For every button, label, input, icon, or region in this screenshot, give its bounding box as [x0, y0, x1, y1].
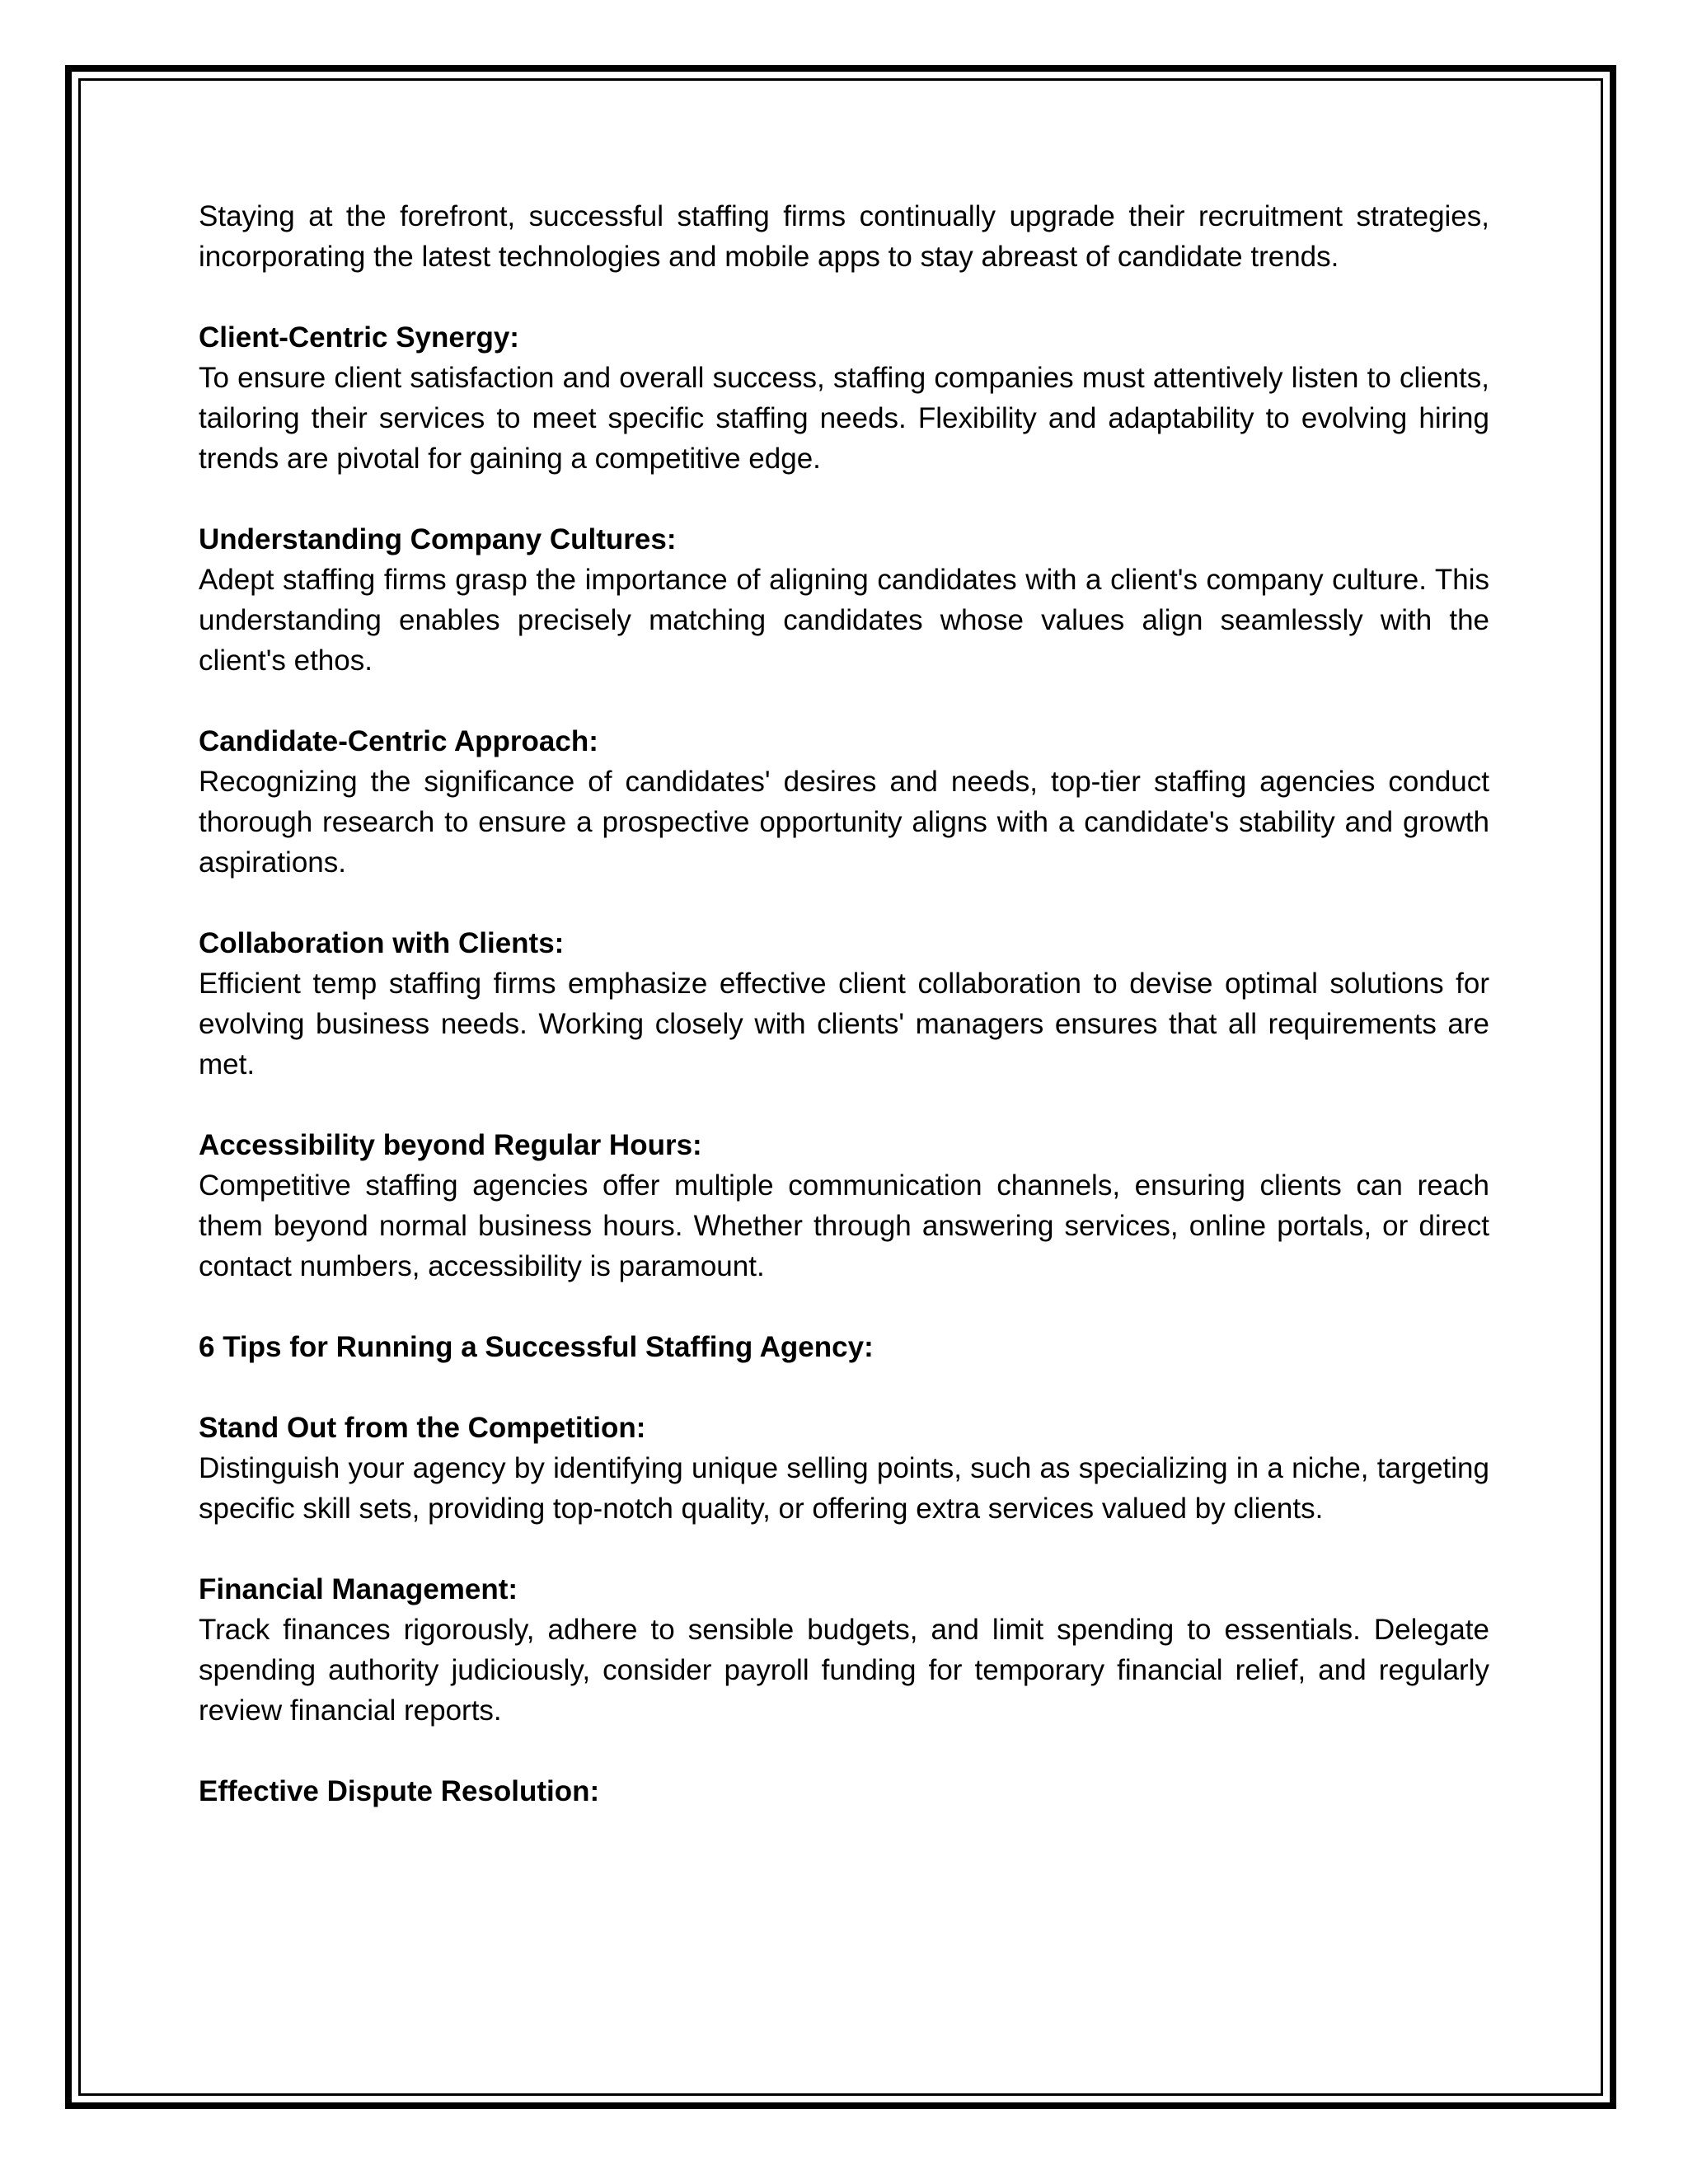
- last-heading: Effective Dispute Resolution:: [199, 1775, 600, 1807]
- tip-heading: Stand Out from the Competition:: [199, 1412, 646, 1444]
- section-body: Adept staffing firms grasp the importance of aligning candidates with a client's company culture. This understanding enables precisely matching candidates whose values align seamlessly with the client's ethos.: [199, 564, 1489, 677]
- section-client-centric-synergy: [199, 317, 1489, 479]
- section-body: To ensure client satisfaction and overall success, staffing companies must attentively listen to clients, tailoring their services to meet specific staffing needs. Flexibility and adaptability to evolving hiring trends are pivotal for gaining a competitive edge.: [199, 362, 1489, 475]
- section-collaboration-with-clients: [199, 923, 1489, 1085]
- section-heading: Collaboration with Clients:: [199, 927, 565, 959]
- intro-paragraph: Staying at the forefront, successful staffing firms continually upgrade their recruitment strategies, incorporating the latest technologies and mobile apps to stay abreast of candidate trends.: [199, 200, 1489, 273]
- tip-stand-out: [199, 1408, 1489, 1529]
- tip-body: Distinguish your agency by identifying unique selling points, such as specializing in a niche, targeting specific skill sets, providing top-notch quality, or offering extra services valued by clients.: [199, 1452, 1489, 1525]
- tip-financial-management: [199, 1569, 1489, 1731]
- section-body: Competitive staffing agencies offer multiple communication channels, ensuring clients can reach them beyond normal business hours. Whether through answering services, online portals, or direct contact numbers, accessibility is paramount.: [199, 1169, 1489, 1282]
- section-candidate-centric-approach: [199, 721, 1489, 883]
- section-accessibility-beyond-regular-hours: [199, 1125, 1489, 1286]
- section-heading: Accessibility beyond Regular Hours:: [199, 1129, 702, 1161]
- section-heading: Understanding Company Cultures:: [199, 523, 677, 555]
- document-body: [199, 196, 1489, 1811]
- tips-heading: 6 Tips for Running a Successful Staffing Agency:: [199, 1331, 874, 1363]
- section-heading: Client-Centric Synergy:: [199, 321, 519, 354]
- section-body: Efficient temp staffing firms emphasize effective client collaboration to devise optimal solutions for evolving business needs. Working closely with clients' managers ensures that all requirements are met.: [199, 968, 1489, 1080]
- section-understanding-company-cultures: [199, 519, 1489, 681]
- tip-body: Track finances rigorously, adhere to sensible budgets, and limit spending to essentials. Delegate spending authority judiciously, consider payroll funding for temporary financial relief, and regularly review financial reports.: [199, 1614, 1489, 1727]
- section-heading: Candidate-Centric Approach:: [199, 725, 598, 757]
- tip-heading: Financial Management:: [199, 1573, 518, 1605]
- section-body: Recognizing the significance of candidates' desires and needs, top-tier staffing agencies conduct thorough research to ensure a prospective opportunity aligns with a candidate's stability and growth aspirations.: [199, 766, 1489, 879]
